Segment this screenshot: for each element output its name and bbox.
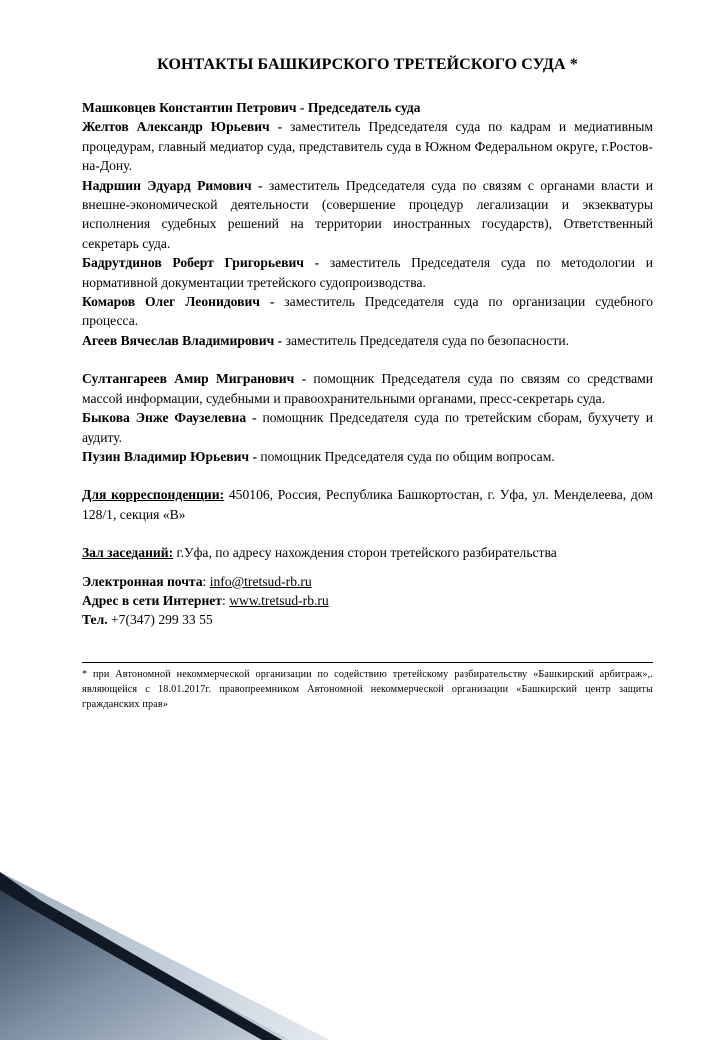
website-separator: : bbox=[222, 592, 230, 608]
contact-role: заместитель Председателя суда по методологии и нормативной документации третейского судопроизводства. bbox=[82, 255, 653, 290]
contact-role: помощник Председателя суда по общим вопросам. bbox=[257, 448, 555, 464]
contact-role: Председатель суда bbox=[304, 100, 421, 115]
phone-line bbox=[82, 610, 653, 629]
spacer bbox=[82, 466, 653, 485]
contact-role: заместитель Председателя суда по связям с органами власти и внешне-экономической деятельности (совершение процедур легализации и экзекватуры исполнения судебных решений на территории иностранных государств), Ответственный секретарь суда. bbox=[82, 177, 653, 251]
contact-name: Султангареев Амир Мигранович - bbox=[82, 371, 307, 387]
corner-shape-main bbox=[0, 878, 290, 1040]
contact-name: Желтов Александр Юрьевич - bbox=[82, 119, 283, 135]
page-title: КОНТАКТЫ БАШКИРСКОГО ТРЕТЕЙСКОГО СУДА * bbox=[157, 56, 578, 73]
contact-entry bbox=[82, 117, 653, 175]
contact-entry bbox=[82, 369, 653, 408]
spacer bbox=[82, 350, 653, 369]
email-link[interactable]: info@tretsud-rb.ru bbox=[209, 573, 312, 589]
contacts-list bbox=[82, 98, 653, 630]
contact-entry bbox=[82, 292, 653, 331]
email-line bbox=[82, 572, 653, 591]
contact-entry-chairman bbox=[82, 98, 653, 117]
email-separator: : bbox=[202, 573, 210, 589]
phone-label: Тел. bbox=[82, 612, 108, 628]
hall-address bbox=[82, 543, 653, 562]
corner-shape-dark bbox=[0, 872, 282, 1040]
contact-entry bbox=[82, 408, 653, 447]
contact-role: помощник Председателя суда по третейским сборам, бухучету и аудиту. bbox=[82, 410, 653, 445]
contact-entry bbox=[82, 447, 653, 466]
contact-name: Быкова Энже Фаузелевна - bbox=[82, 410, 257, 426]
contact-role: заместитель Председателя суда по организации судебного процесса. bbox=[82, 294, 653, 329]
email-label: Электронная почта bbox=[82, 573, 203, 589]
correspondence-value: 450106, Россия, Республика Башкортостан, г. Уфа, ул. Менделеева, дом 128/1, секция «В» bbox=[82, 487, 653, 522]
contact-name: Комаров Олег Леонидович - bbox=[82, 294, 275, 310]
contact-role: помощник Председателя суда по связям со средствами массой информации, судебными и правоохранительными органами, пресс-секретарь суда. bbox=[82, 371, 653, 406]
website-label: Адрес в сети Интернет bbox=[82, 592, 222, 608]
contact-name: Машковцев Константин Петрович - bbox=[82, 100, 305, 115]
spacer bbox=[82, 563, 653, 572]
correspondence-address bbox=[82, 485, 653, 524]
contact-entry bbox=[82, 253, 653, 292]
contact-entry bbox=[82, 176, 653, 254]
footnote: * при Автономной некоммерческой организации по содействию третейскому разбирательству «Башкирский арбитраж»,. являющейся с 18.01.2017г. правопреемником Автономной некоммерческой организации «Башкирский центр защиты гражданских прав» bbox=[82, 669, 653, 710]
website-link[interactable]: www.tretsud-rb.ru bbox=[229, 592, 329, 608]
website-line bbox=[82, 591, 653, 610]
contact-entry bbox=[82, 331, 653, 350]
footnote-divider bbox=[82, 662, 653, 663]
correspondence-label: Для корреспонденции: bbox=[82, 487, 225, 503]
spacer bbox=[82, 524, 653, 543]
hall-value: г.Уфа, по адресу нахождения сторон третейского разбирательства bbox=[173, 545, 557, 561]
contact-role: заместитель Председателя суда по безопасности. bbox=[282, 332, 570, 348]
contact-name: Агеев Вячеслав Владимирович - bbox=[82, 332, 283, 348]
contact-role: заместитель Председателя суда по кадрам и медиативным процедурам, главный медиатор суда, представитель суда в Южном Федеральном округе, г.Ростов-на-Дону. bbox=[82, 119, 653, 174]
hall-label: Зал заседаний: bbox=[82, 545, 174, 561]
contact-name: Надршин Эдуард Римович - bbox=[82, 177, 263, 193]
contact-name: Пузин Владимир Юрьевич - bbox=[82, 448, 257, 464]
phone-value: +7(347) 299 33 55 bbox=[107, 612, 213, 628]
contact-name: Бадрутдинов Роберт Григорьевич - bbox=[82, 255, 320, 271]
corner-shape-light bbox=[0, 872, 330, 1040]
